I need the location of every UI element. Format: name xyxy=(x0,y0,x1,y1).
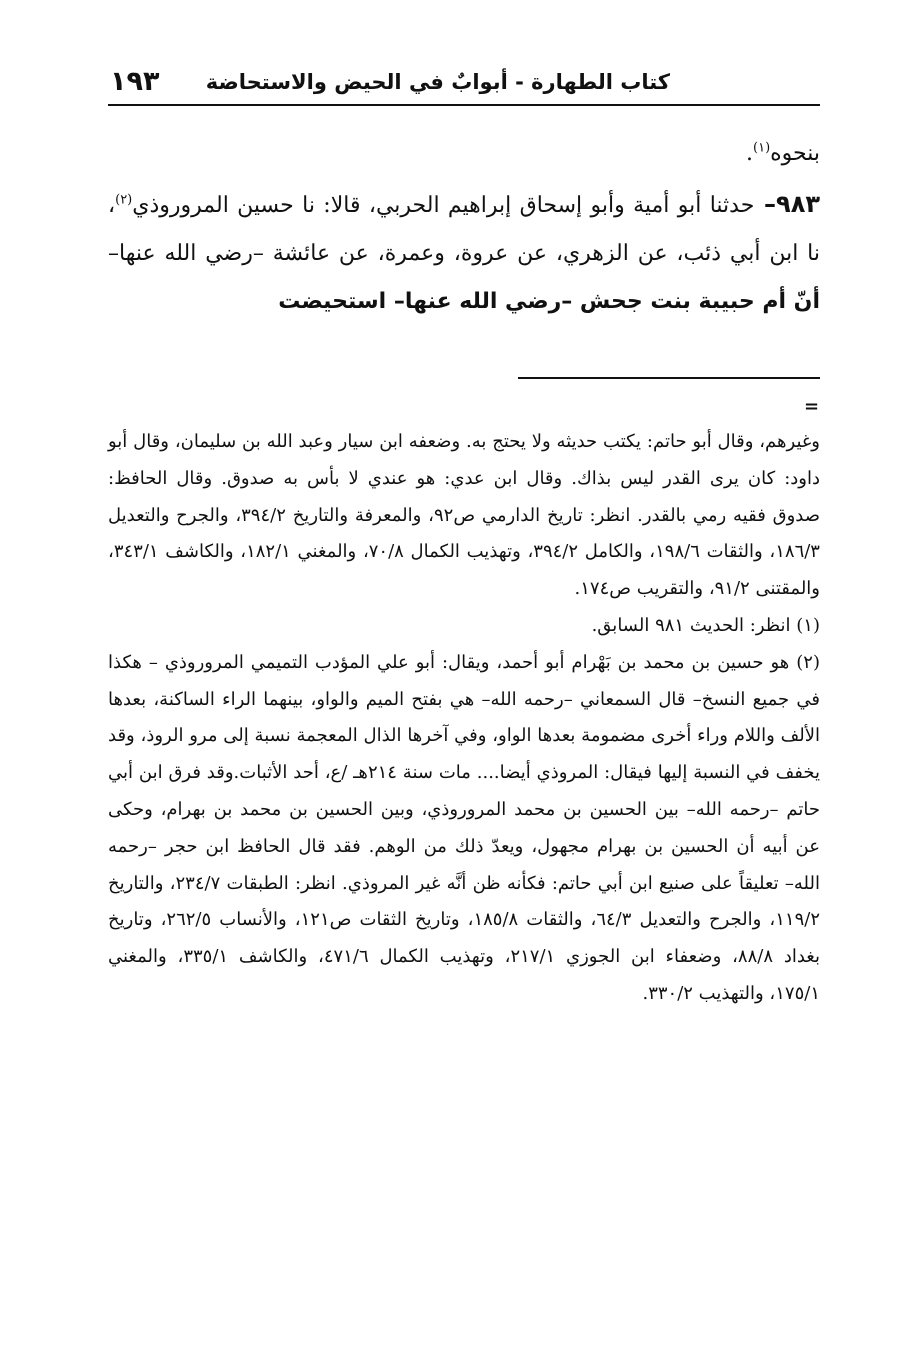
intro-line xyxy=(108,130,820,178)
footnotes xyxy=(108,424,820,1013)
continuation-mark: = xyxy=(804,396,820,417)
page-number: ١٩٣ xyxy=(110,66,160,97)
footnote-ref-2[interactable]: (٢) xyxy=(115,192,133,208)
hadith-dash: – xyxy=(754,190,777,218)
hadith-paragraph xyxy=(108,180,820,326)
footnote-ref-1[interactable]: (١) xyxy=(753,140,771,156)
footnote-divider xyxy=(518,377,820,379)
hadith-matn: أنّ أم حبيبة بنت جحش –رضي الله عنها– استحيضت xyxy=(278,289,820,314)
footnote-1: (١) انظر: الحديث ٩٨١ السابق. xyxy=(591,614,820,636)
main-text xyxy=(108,130,820,326)
hadith-isnad: حدثنا أبو أمية وأبو إسحاق إبراهيم الحربي، قالا: نا حسين المروروذي xyxy=(132,193,755,218)
intro-end: . xyxy=(746,141,753,166)
footnote-continuation: وغيرهم، وقال أبو حاتم: يكتب حديثه ولا يحتج به. وضعفه ابن سيار وعبد الله بن سليمان، وقال أبو داود: كان يرى القدر ليس بذاك. وقال ابن عدي: هو عندي لا بأس به صدوق. وقال الحافظ: صدوق فقيه رمي بالقدر. انظر: تاريخ الدارمي ص٩٢، والمعرفة والتاريخ ٣٩٤/٢، والجرح والتعديل ١٨٦/٣، والثقات ١٩٨/٦، والكامل ٣٩٤/٢، وتهذيب الكمال ٧٠/٨، والمغني ١٨٢/١، والكاشف ٣٤٣/١، والمقتنى ٩١/٢، والتقريب ص١٧٤. xyxy=(108,431,820,600)
header-divider xyxy=(108,104,820,106)
hadith-number: ٩٨٣ xyxy=(776,190,820,218)
footnote-2: (٢) هو حسين بن محمد بن بَهْرام أبو أحمد، ويقال: أبو علي المؤدب التميمي المروروذي – هكذا في جميع النسخ– قال السمعاني –رحمه الله– هي بفتح الميم والواو، بينهما الراء الساكنة، بعدها الألف واللام وراء أخرى مضمومة بعدها الواو، وفي آخرها الذال المعجمة نسبة إلى مرو الروذ، وقد يخفف في النسبة إليها فيقال: المروذي أيضا.... مات سنة ٢١٤هـ /ع، أحد الأثبات.وقد فرق ابن أبي حاتم –رحمه الله– بين الحسين بن محمد المروروذي، وبين الحسين بن محمد بن بهرام، وحكى عن أبيه أن الحسين بن بهرام مجهول، ويعدّ ذلك من الوهم. فقد قال الحافظ ابن حجر –رحمه الله– تعليقاً على صنيع ابن أبي حاتم: فكأنه ظن أنَّه غير المروذي. انظر: الطبقات ٢٣٤/٧، والتاريخ ١١٩/٢، والجرح والتعديل ٦٤/٣، والثقات ١٨٥/٨، وتاريخ الثقات ص١٢١، والأنساب ٢٦٢/٥، وتاريخ بغداد ٨٨/٨، وضعفاء ابن الجوزي ٢١٧/١، وتهذيب الكمال ٤٧١/٦، والكاشف ٣٣٥/١، والمغني ١٧٥/١، والتهذيب ٣٣٠/٢. xyxy=(108,651,821,1004)
header-title: كتاب الطهارة - أبوابٌ في الحيض والاستحاضة xyxy=(205,70,670,94)
hadith-isnad-cont: ، نا ابن أبي ذئب، عن الزهري، عن عروة، وعمرة، عن عائشة –رضي الله عنها– xyxy=(108,193,820,266)
intro-text: بنحوه xyxy=(770,141,820,166)
